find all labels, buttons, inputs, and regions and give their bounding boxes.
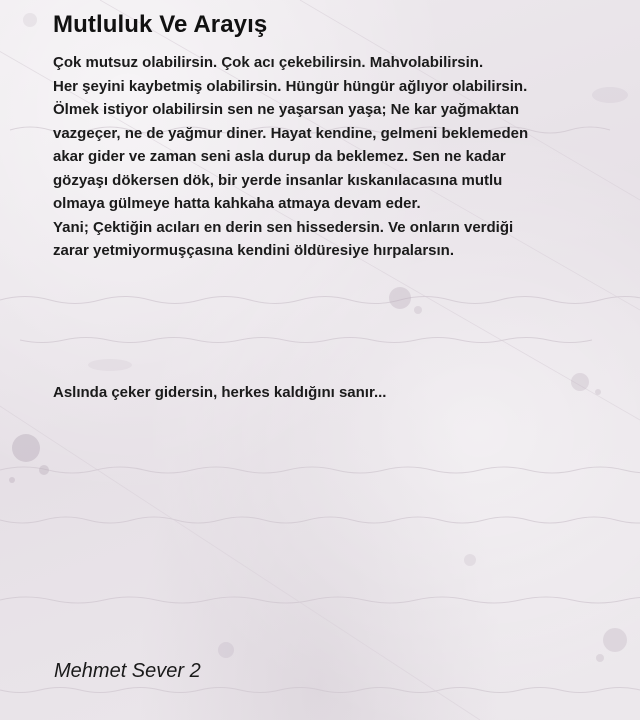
poem-line: olmaya gülmeye hatta kahkaha atmaya devam eder.: [53, 195, 421, 212]
poem-line: Aslında çeker gidersin, herkes kaldığını sanır...: [53, 383, 387, 401]
poem-title: Mutluluk Ve Arayış: [53, 11, 268, 38]
poem-line: akar gider ve zaman seni asla durup da beklemez. Sen ne kadar: [53, 148, 506, 165]
poem-line: gözyaşı dökersen dök, bir yerde insanlar kıskanılacasına mutlu: [53, 171, 503, 189]
poem-line: zarar yetmiyormuşçasına kendini öldüresiye hırpalarsın.: [53, 242, 454, 259]
poem-line: Yani; Çektiğin acıları en derin sen hissedersin. Ve onların verdiği: [53, 218, 514, 236]
poem-author: Mehmet Sever 2: [54, 660, 201, 682]
poem-stanza: [53, 51, 613, 263]
poem-line: Ölmek istiyor olabilirsin sen ne yaşarsan yaşa; Ne kar yağmaktan: [53, 101, 520, 118]
poem-stanza: [53, 381, 613, 405]
poem-line: Çok mutsuz olabilirsin. Çok acı çekebilirsin. Mahvolabilirsin.: [53, 54, 484, 71]
poem-line: Her şeyini kaybetmiş olabilirsin. Hüngür hüngür ağlıyor olabilirsin.: [53, 77, 528, 95]
poem-body: [53, 51, 613, 404]
poem-line: vazgeçer, ne de yağmur diner. Hayat kendine, gelmeni beklemeden: [53, 124, 529, 142]
